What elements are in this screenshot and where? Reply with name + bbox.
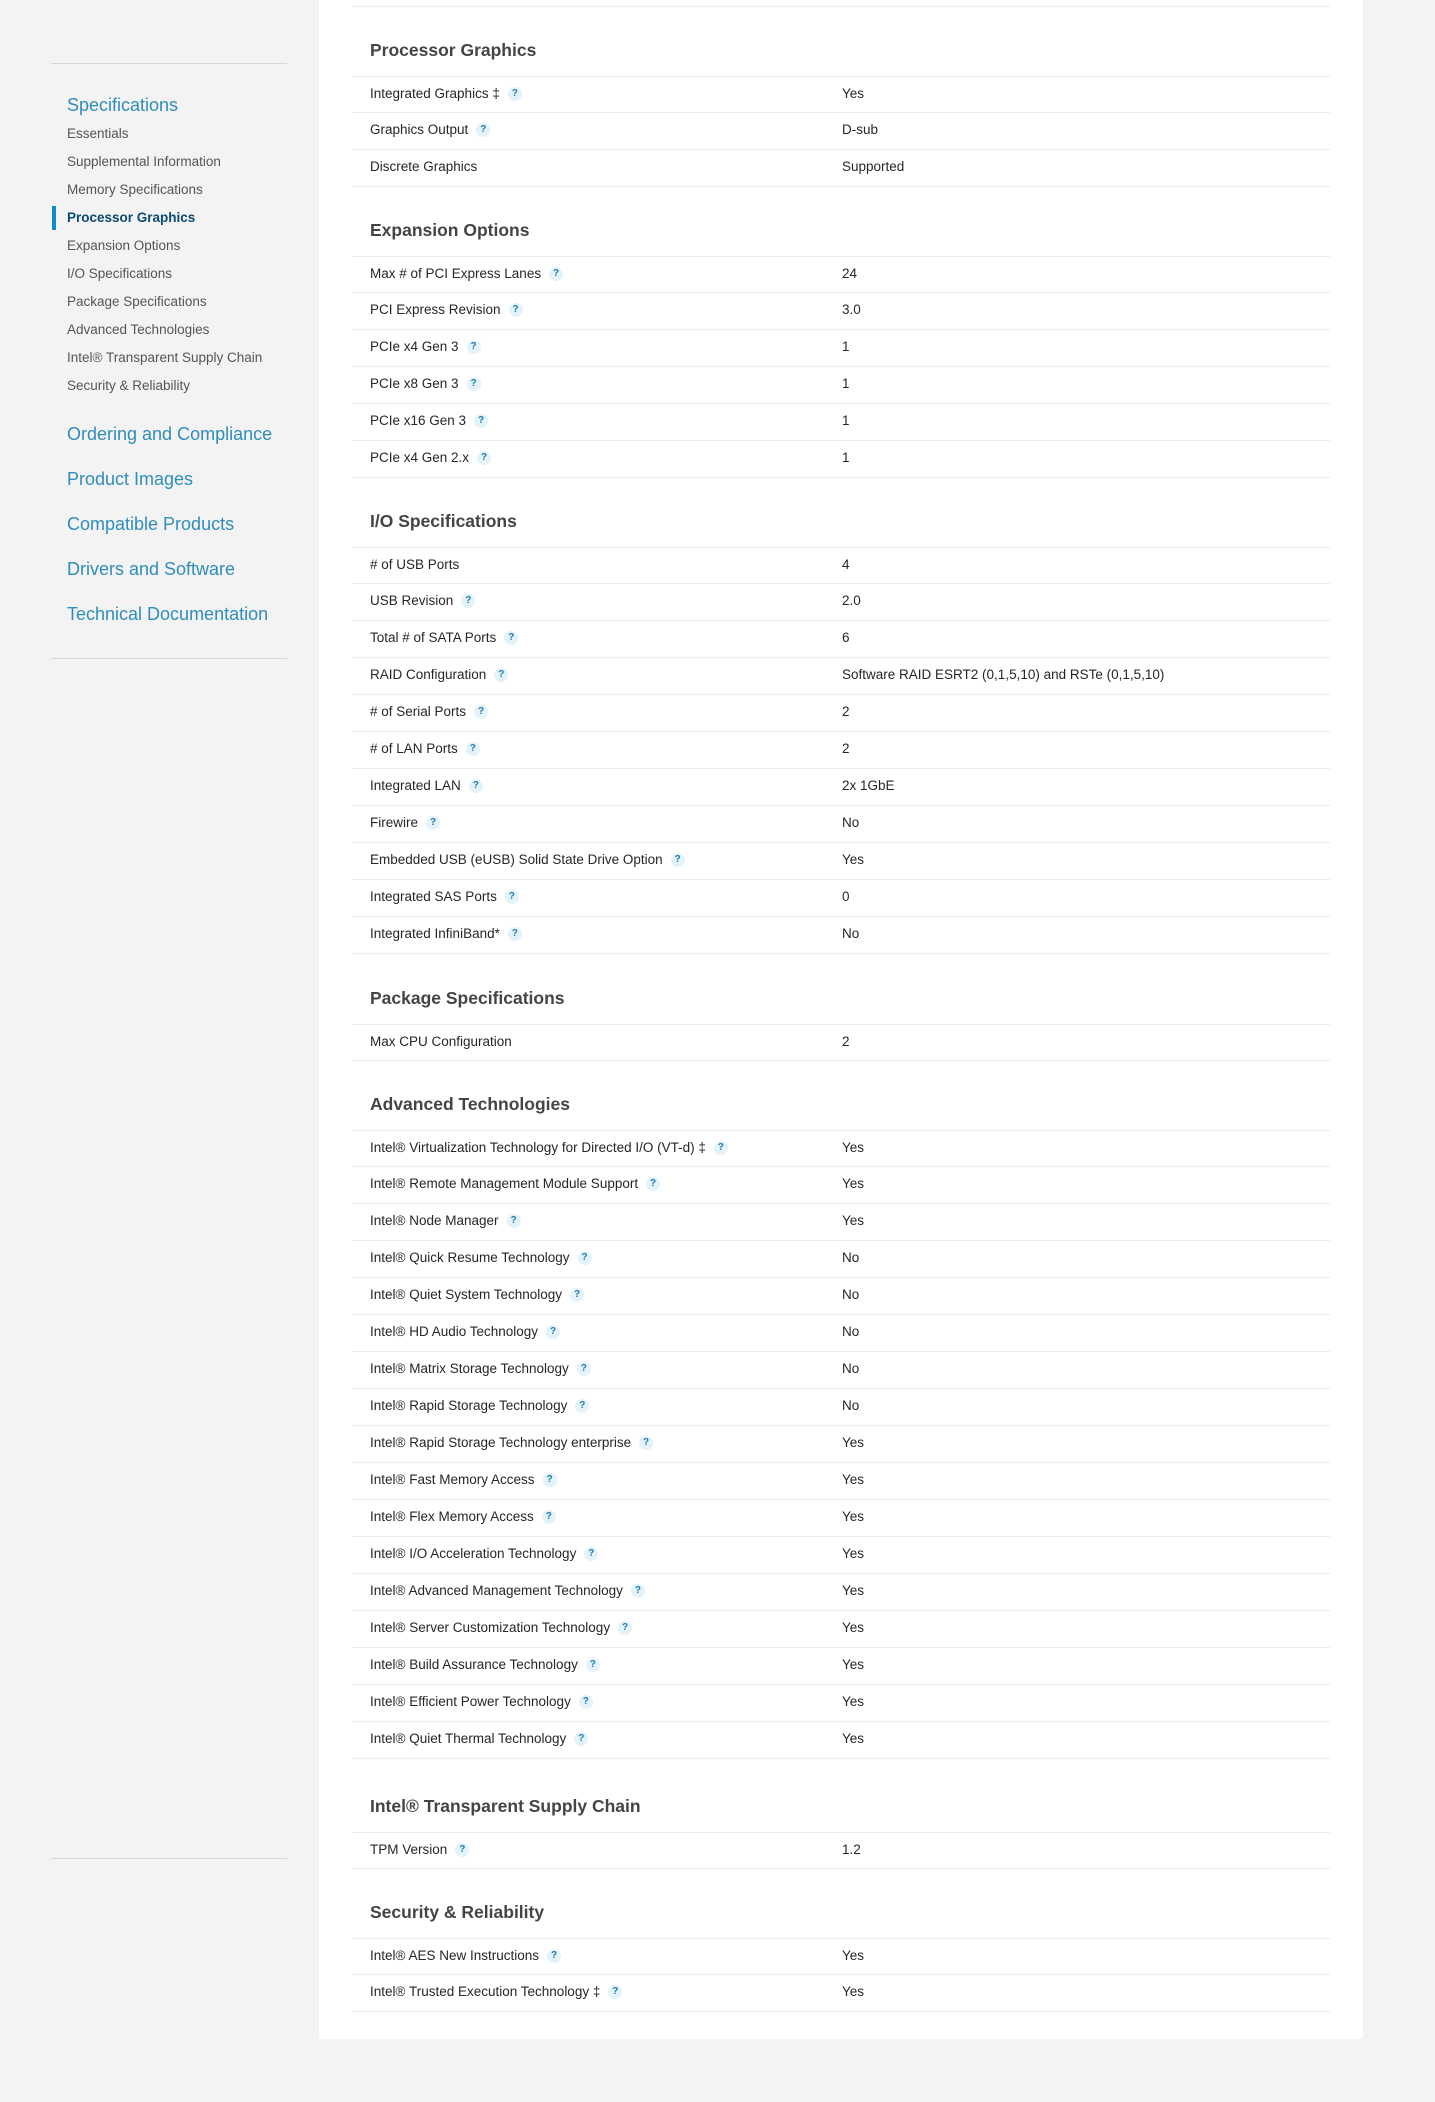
spec-row (352, 1685, 1330, 1722)
spec-row (352, 1722, 1330, 1759)
spec-row (352, 1389, 1330, 1426)
spec-label (370, 667, 508, 682)
help-icon[interactable]: ? (461, 594, 475, 608)
help-icon[interactable]: ? (577, 1362, 591, 1376)
spec-value: No (842, 815, 860, 830)
spec-label (370, 339, 481, 354)
help-icon[interactable]: ? (584, 1547, 598, 1561)
spec-row (352, 658, 1330, 695)
spec-value: Supported (842, 159, 905, 174)
spec-label-text: Intel® Build Assurance Technology (370, 1657, 578, 1672)
spec-label (370, 413, 488, 428)
spec-label-text: PCIe x4 Gen 3 (370, 339, 459, 354)
spec-label-text: Intel® Remote Management Module Support (370, 1176, 639, 1191)
spec-value: 24 (842, 266, 858, 281)
spec-value: 1 (842, 413, 850, 428)
spec-value: 1 (842, 339, 850, 354)
spec-label-text: Integrated InfiniBand* (370, 926, 500, 941)
spec-label (370, 1948, 561, 1963)
spec-label-text: Intel® I/O Acceleration Technology (370, 1546, 577, 1561)
spec-label-text: Intel® AES New Instructions (370, 1948, 540, 1963)
spec-value: Yes (842, 1546, 865, 1561)
spec-value: Yes (842, 1694, 865, 1709)
spec-row (352, 1537, 1330, 1574)
spec-value: No (842, 926, 860, 941)
help-icon[interactable]: ? (639, 1436, 653, 1450)
spec-label-text: USB Revision (370, 593, 454, 608)
spec-label (370, 1213, 521, 1228)
spec-label-text: Intel® Rapid Storage Technology (370, 1398, 568, 1413)
help-icon[interactable]: ? (477, 451, 491, 465)
spec-label (370, 1176, 660, 1191)
spec-label (370, 302, 523, 317)
help-icon[interactable]: ? (586, 1658, 600, 1672)
spec-value: Yes (842, 1984, 865, 1999)
spec-label-text: Integrated LAN (370, 778, 461, 793)
spec-label (370, 1509, 556, 1524)
spec-value: 2x 1GbE (842, 778, 895, 793)
spec-label-text: Intel® Fast Memory Access (370, 1472, 535, 1487)
spec-value: Yes (842, 1140, 865, 1155)
spec-label-text: # of Serial Ports (370, 704, 467, 719)
sidebar-divider (51, 658, 287, 659)
help-icon[interactable]: ? (476, 123, 490, 137)
spec-label-text: Embedded USB (eUSB) Solid State Drive Option (370, 852, 663, 867)
spec-value: Yes (842, 1176, 865, 1191)
spec-value: Yes (842, 1657, 865, 1672)
help-icon[interactable]: ? (546, 1325, 560, 1339)
spec-value: 2 (842, 704, 850, 719)
spec-label (370, 159, 477, 174)
spec-label-text: RAID Configuration (370, 667, 487, 682)
spec-label-text: Max # of PCI Express Lanes (370, 266, 542, 281)
sidebar-item-memory-specifications[interactable]: Memory Specifications (67, 182, 203, 197)
spec-label (370, 1731, 588, 1746)
spec-value: 2 (842, 741, 850, 756)
help-icon[interactable]: ? (467, 377, 481, 391)
spec-row (352, 1241, 1330, 1278)
spec-row (352, 1463, 1330, 1500)
spec-row (352, 441, 1330, 478)
spec-row (352, 404, 1330, 441)
spec-label (370, 889, 519, 904)
spec-label-text: Intel® Server Customization Technology (370, 1620, 611, 1635)
spec-value: Yes (842, 1509, 865, 1524)
spec-value: 3.0 (842, 302, 861, 317)
spec-label-text: Intel® Matrix Storage Technology (370, 1361, 569, 1376)
spec-row (352, 1278, 1330, 1315)
spec-label-text: Intel® Trusted Execution Technology ‡ (370, 1984, 601, 1999)
help-icon[interactable]: ? (579, 1695, 593, 1709)
spec-label-text: Intel® HD Audio Technology (370, 1324, 539, 1339)
active-indicator (52, 206, 56, 230)
section-title-intel-transparent-supply-chain: Intel® Transparent Supply Chain (370, 1796, 641, 1816)
spec-label-text: Intel® Advanced Management Technology (370, 1583, 623, 1598)
spec-label (370, 1984, 622, 1999)
help-icon[interactable]: ? (542, 1510, 556, 1524)
spec-value: No (842, 1398, 860, 1413)
spec-label (370, 1324, 560, 1339)
spec-row (352, 1832, 1330, 1869)
spec-label (370, 1435, 653, 1450)
sidebar-item-i-o-specifications[interactable]: I/O Specifications (67, 266, 173, 281)
sidebar-item-package-specifications[interactable]: Package Specifications (67, 294, 207, 309)
spec-value: 1 (842, 376, 850, 391)
spec-row (352, 150, 1330, 187)
help-icon[interactable]: ? (469, 779, 483, 793)
spec-label (370, 1140, 728, 1155)
spec-row (352, 621, 1330, 658)
spec-row (352, 1204, 1330, 1241)
spec-row (352, 806, 1330, 843)
section-title-i-o-specifications: I/O Specifications (370, 511, 517, 531)
sidebar-item-supplemental-information[interactable]: Supplemental Information (67, 154, 221, 169)
help-icon[interactable]: ? (671, 853, 685, 867)
spec-label (370, 1287, 584, 1302)
sidebar-link-technical-documentation[interactable]: Technical Documentation (67, 604, 269, 624)
spec-value: Yes (842, 1583, 865, 1598)
spec-label-text: Intel® Node Manager (370, 1213, 499, 1228)
spec-label (370, 778, 483, 793)
help-icon[interactable]: ? (575, 1399, 589, 1413)
spec-row (352, 547, 1330, 584)
spec-value: Yes (842, 1948, 865, 1963)
sidebar-item-intel-transparent-supply-chain[interactable]: Intel® Transparent Supply Chain (67, 350, 263, 365)
help-icon[interactable]: ? (508, 87, 522, 101)
spec-value: Yes (842, 1472, 865, 1487)
sidebar-link-drivers-and-software[interactable]: Drivers and Software (67, 559, 236, 579)
spec-row (352, 367, 1330, 404)
spec-row (352, 113, 1330, 150)
spec-label-text: Intel® Efficient Power Technology (370, 1694, 571, 1709)
spec-row (352, 1315, 1330, 1352)
sidebar-item-processor-graphics[interactable]: Processor Graphics (67, 210, 196, 225)
spec-label-text: PCI Express Revision (370, 302, 501, 317)
spec-row (352, 695, 1330, 732)
spec-label-text: Integrated Graphics ‡ (370, 86, 500, 101)
spec-label (370, 852, 685, 867)
spec-label-text: Integrated SAS Ports (370, 889, 497, 904)
spec-value: Software RAID ESRT2 (0,1,5,10) and RSTe (0,1,5,10) (842, 667, 1165, 682)
section-title-security-reliability: Security & Reliability (370, 1902, 545, 1922)
spec-value: Yes (842, 1435, 865, 1450)
spec-label (370, 1250, 592, 1265)
sidebar-item-essentials[interactable]: Essentials (67, 126, 129, 141)
help-icon[interactable]: ? (570, 1288, 584, 1302)
spec-label (370, 266, 563, 281)
spec-label-text: Max CPU Configuration (370, 1034, 512, 1049)
spec-row (352, 1574, 1330, 1611)
spec-row (352, 1611, 1330, 1648)
spec-row (352, 769, 1330, 806)
help-icon[interactable]: ? (474, 414, 488, 428)
spec-label-text: Intel® Flex Memory Access (370, 1509, 534, 1524)
help-icon[interactable]: ? (509, 303, 523, 317)
spec-row (352, 732, 1330, 769)
spec-value: No (842, 1287, 860, 1302)
help-icon[interactable]: ? (507, 1214, 521, 1228)
spec-value: Yes (842, 86, 865, 101)
help-icon[interactable]: ? (504, 631, 518, 645)
help-icon[interactable]: ? (646, 1177, 660, 1191)
spec-label (370, 122, 490, 137)
spec-label (370, 450, 491, 465)
spec-label (370, 1398, 589, 1413)
spec-value: 2.0 (842, 593, 861, 608)
help-icon[interactable]: ? (426, 816, 440, 830)
section-title-advanced-technologies: Advanced Technologies (370, 1094, 570, 1114)
help-icon[interactable]: ? (467, 340, 481, 354)
spec-row (352, 256, 1330, 293)
sidebar-link-compatible-products[interactable]: Compatible Products (67, 514, 235, 534)
spec-value: Yes (842, 1213, 865, 1228)
spec-label-text: # of USB Ports (370, 557, 460, 572)
spec-label (370, 1472, 557, 1487)
spec-row (352, 76, 1330, 113)
spec-row (352, 1975, 1330, 2012)
spec-label-text: Intel® Virtualization Technology for Directed I/O (VT-d) ‡ (370, 1140, 706, 1155)
spec-label-text: PCIe x4 Gen 2.x (370, 450, 470, 465)
spec-row (352, 1130, 1330, 1167)
help-icon[interactable]: ? (543, 1473, 557, 1487)
help-icon[interactable]: ? (494, 668, 508, 682)
spec-row (352, 1167, 1330, 1204)
help-icon[interactable]: ? (618, 1621, 632, 1635)
spec-value: 6 (842, 630, 850, 645)
sidebar-link-product-images[interactable]: Product Images (67, 469, 194, 489)
help-icon[interactable]: ? (455, 1843, 469, 1857)
spec-label-text: PCIe x8 Gen 3 (370, 376, 459, 391)
spec-value: 2 (842, 1034, 850, 1049)
spec-label-text: Intel® Quick Resume Technology (370, 1250, 570, 1265)
top-divider (352, 6, 1330, 7)
spec-value: 1 (842, 450, 850, 465)
spec-label-text: Intel® Rapid Storage Technology enterprise (370, 1435, 632, 1450)
help-icon[interactable]: ? (549, 267, 563, 281)
spec-label (370, 815, 440, 830)
spec-row (352, 293, 1330, 330)
spec-value: No (842, 1250, 860, 1265)
spec-value: Yes (842, 852, 865, 867)
spec-row (352, 1500, 1330, 1537)
help-icon[interactable]: ? (474, 705, 488, 719)
spec-label (370, 1546, 598, 1561)
spec-label (370, 1694, 593, 1709)
section-title-processor-graphics: Processor Graphics (370, 40, 537, 60)
spec-row (352, 843, 1330, 880)
spec-row (352, 880, 1330, 917)
help-icon[interactable]: ? (574, 1732, 588, 1746)
spec-label-text: # of LAN Ports (370, 741, 458, 756)
spec-row (352, 1024, 1330, 1061)
spec-label (370, 1034, 512, 1049)
help-icon[interactable]: ? (505, 890, 519, 904)
help-icon[interactable]: ? (466, 742, 480, 756)
sidebar-item-security-reliability[interactable]: Security & Reliability (67, 378, 191, 393)
spec-label (370, 1361, 591, 1376)
spec-label-text: Intel® Quiet Thermal Technology (370, 1731, 567, 1746)
spec-label (370, 376, 481, 391)
help-icon[interactable]: ? (608, 1985, 622, 1999)
spec-row (352, 1648, 1330, 1685)
spec-row (352, 584, 1330, 621)
spec-label (370, 86, 522, 101)
help-icon[interactable]: ? (547, 1949, 561, 1963)
spec-label-text: Discrete Graphics (370, 159, 478, 174)
spec-value: 1.2 (842, 1842, 861, 1857)
spec-label (370, 704, 488, 719)
spec-label-text: TPM Version (370, 1842, 448, 1857)
spec-value: D-sub (842, 122, 879, 137)
spec-row (352, 330, 1330, 367)
spec-label (370, 926, 522, 941)
help-icon[interactable]: ? (578, 1251, 592, 1265)
spec-label (370, 630, 518, 645)
section-title-package-specifications: Package Specifications (370, 988, 565, 1008)
spec-row (352, 1426, 1330, 1463)
spec-label (370, 593, 475, 608)
spec-panel (319, 0, 1363, 2039)
spec-value: 4 (842, 557, 850, 572)
spec-label (370, 1620, 632, 1635)
spec-label-text: Total # of SATA Ports (370, 630, 497, 645)
spec-label-text: Firewire (370, 815, 419, 830)
spec-row (352, 1352, 1330, 1389)
spec-value: 0 (842, 889, 850, 904)
sidebar-item-advanced-technologies[interactable]: Advanced Technologies (67, 322, 210, 337)
spec-value: No (842, 1361, 860, 1376)
spec-label-text: PCIe x16 Gen 3 (370, 413, 467, 428)
spec-label (370, 1583, 645, 1598)
spec-label (370, 1657, 600, 1672)
sidebar-item-expansion-options[interactable]: Expansion Options (67, 238, 181, 253)
spec-value: No (842, 1324, 860, 1339)
spec-label-text: Intel® Quiet System Technology (370, 1287, 563, 1302)
section-title-expansion-options: Expansion Options (370, 220, 530, 240)
help-icon[interactable]: ? (631, 1584, 645, 1598)
spec-label-text: Graphics Output (370, 122, 469, 137)
spec-label (370, 1842, 469, 1857)
spec-label (370, 557, 459, 572)
sidebar-top-divider (51, 63, 287, 64)
sidebar-link-specifications[interactable]: Specifications (67, 95, 179, 115)
spec-value: Yes (842, 1620, 865, 1635)
help-icon[interactable]: ? (714, 1141, 728, 1155)
help-icon[interactable]: ? (508, 927, 522, 941)
sidebar-bottom-divider (51, 1858, 287, 1859)
spec-row (352, 917, 1330, 954)
sidebar-link-ordering-and-compliance[interactable]: Ordering and Compliance (67, 424, 273, 444)
spec-row (352, 1938, 1330, 1975)
spec-value: Yes (842, 1731, 865, 1746)
spec-label (370, 741, 480, 756)
